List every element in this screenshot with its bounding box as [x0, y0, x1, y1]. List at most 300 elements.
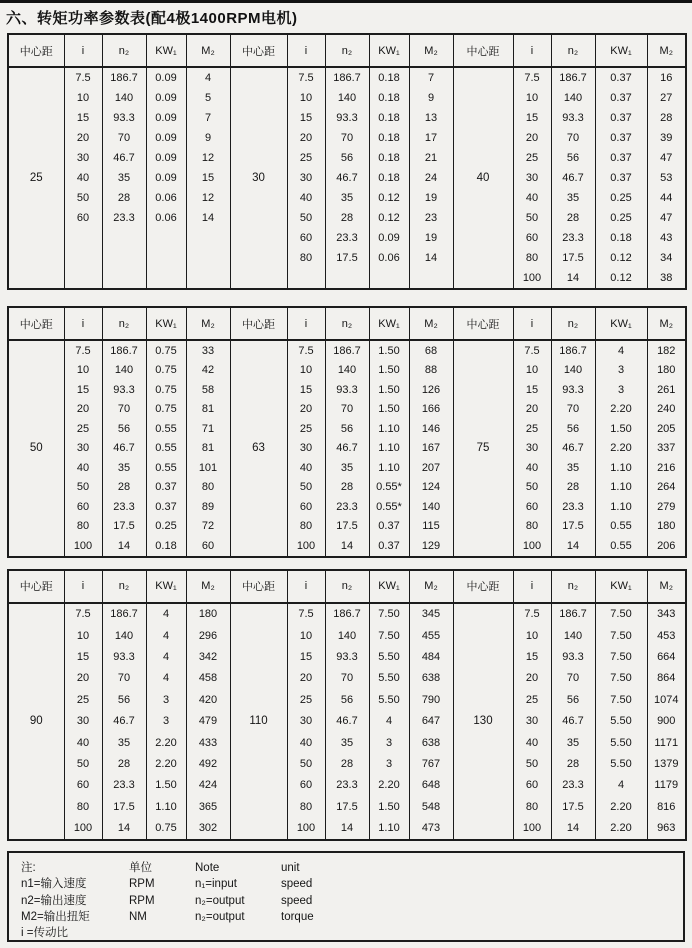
table-row: [8, 268, 686, 289]
value-cell: 40: [287, 732, 325, 753]
value-cell: 46.7: [325, 439, 369, 459]
value-cell: 35: [325, 188, 369, 208]
value-cell: 30: [64, 148, 102, 168]
value-cell: 343: [647, 603, 686, 625]
value-cell: 17.5: [551, 248, 595, 268]
value-cell: 186.7: [551, 340, 595, 361]
value-cell: 548: [409, 796, 453, 817]
value-cell: 124: [409, 478, 453, 498]
value-cell: 35: [102, 732, 146, 753]
center-distance-cell: 110: [230, 603, 287, 840]
value-cell: 7.5: [64, 340, 102, 361]
value-cell: 30: [64, 710, 102, 731]
note-cell: [129, 925, 195, 941]
note-cell: speed: [281, 878, 313, 891]
value-cell: 12: [186, 148, 230, 168]
top-rule: [0, 0, 692, 3]
column-header: n₂: [325, 570, 369, 603]
value-cell: 70: [102, 128, 146, 148]
value-cell: 7.50: [595, 668, 647, 689]
value-cell: 25: [513, 689, 551, 710]
value-cell: 0.18: [369, 108, 409, 128]
value-cell: 140: [551, 625, 595, 646]
value-cell: 0.37: [146, 478, 186, 498]
value-cell: 453: [647, 625, 686, 646]
value-cell: 10: [64, 88, 102, 108]
column-header: i: [64, 307, 102, 340]
value-cell: 1.50: [369, 400, 409, 420]
value-cell: 23.3: [551, 497, 595, 517]
value-cell: 15: [513, 646, 551, 667]
value-cell: 186.7: [325, 67, 369, 88]
value-cell: 279: [647, 497, 686, 517]
value-cell: 2.20: [146, 753, 186, 774]
value-cell: [186, 248, 230, 268]
value-cell: 7.5: [287, 67, 325, 88]
value-cell: [146, 268, 186, 289]
value-cell: 420: [186, 689, 230, 710]
table-row: [8, 361, 686, 381]
note-cell: speed: [281, 894, 313, 907]
param-table-medium: [7, 306, 687, 558]
value-cell: 484: [409, 646, 453, 667]
value-cell: 126: [409, 380, 453, 400]
value-cell: 60: [64, 208, 102, 228]
column-header: M₂: [647, 34, 686, 67]
value-cell: 46.7: [551, 710, 595, 731]
value-cell: 3: [595, 380, 647, 400]
column-header: KW₁: [369, 570, 409, 603]
value-cell: 140: [325, 88, 369, 108]
value-cell: 166: [409, 400, 453, 420]
table-row: [8, 625, 686, 646]
value-cell: 7.5: [513, 67, 551, 88]
value-cell: 424: [186, 775, 230, 796]
value-cell: 17.5: [325, 517, 369, 537]
column-header: i: [513, 307, 551, 340]
value-cell: 81: [186, 400, 230, 420]
value-cell: 50: [287, 753, 325, 774]
column-header: KW₁: [146, 307, 186, 340]
value-cell: 205: [647, 419, 686, 439]
value-cell: 14: [325, 817, 369, 839]
value-cell: 50: [513, 478, 551, 498]
value-cell: 0.06: [146, 208, 186, 228]
column-header: n₂: [551, 307, 595, 340]
value-cell: 207: [409, 458, 453, 478]
value-cell: 46.7: [325, 168, 369, 188]
value-cell: 10: [287, 361, 325, 381]
note-row: [21, 909, 683, 925]
value-cell: 58: [186, 380, 230, 400]
table-row: [8, 753, 686, 774]
value-cell: 15: [64, 646, 102, 667]
value-cell: 186.7: [325, 340, 369, 361]
value-cell: 40: [287, 458, 325, 478]
value-cell: 60: [513, 497, 551, 517]
value-cell: 28: [102, 478, 146, 498]
value-cell: 186.7: [102, 340, 146, 361]
value-cell: 28: [102, 753, 146, 774]
value-cell: 7.5: [287, 340, 325, 361]
value-cell: 20: [513, 400, 551, 420]
value-cell: 50: [287, 478, 325, 498]
value-cell: 1.10: [146, 796, 186, 817]
value-cell: 70: [325, 128, 369, 148]
value-cell: 70: [102, 400, 146, 420]
note-cell: n₁=input: [195, 878, 237, 891]
column-header: M₂: [186, 34, 230, 67]
table-row: [8, 668, 686, 689]
value-cell: 473: [409, 817, 453, 839]
value-cell: 864: [647, 668, 686, 689]
column-header: 中心距: [453, 307, 513, 340]
value-cell: 0.75: [146, 340, 186, 361]
value-cell: [102, 268, 146, 289]
value-cell: 44: [647, 188, 686, 208]
value-cell: 40: [513, 458, 551, 478]
table-row: [8, 603, 686, 625]
value-cell: 0.37: [595, 67, 647, 88]
center-distance-cell: 40: [453, 67, 513, 289]
value-cell: 30: [287, 439, 325, 459]
value-cell: 1171: [647, 732, 686, 753]
value-cell: 56: [102, 689, 146, 710]
value-cell: 14: [551, 536, 595, 557]
value-cell: 4: [146, 603, 186, 625]
value-cell: 72: [186, 517, 230, 537]
value-cell: 25: [287, 419, 325, 439]
value-cell: 638: [409, 668, 453, 689]
value-cell: 186.7: [551, 603, 595, 625]
value-cell: 93.3: [325, 108, 369, 128]
value-cell: 0.37: [369, 517, 409, 537]
value-cell: 24: [409, 168, 453, 188]
value-cell: 1179: [647, 775, 686, 796]
table-row: [8, 689, 686, 710]
value-cell: 0.37: [595, 108, 647, 128]
value-cell: 7.50: [595, 689, 647, 710]
value-cell: 60: [287, 497, 325, 517]
value-cell: 140: [102, 88, 146, 108]
value-cell: 186.7: [325, 603, 369, 625]
value-cell: 0.09: [146, 128, 186, 148]
value-cell: 0.55: [146, 458, 186, 478]
value-cell: 146: [409, 419, 453, 439]
note-row: [21, 860, 683, 876]
value-cell: 3: [595, 361, 647, 381]
value-cell: 80: [186, 478, 230, 498]
value-cell: 50: [64, 753, 102, 774]
column-header: KW₁: [146, 570, 186, 603]
value-cell: 0.37: [146, 497, 186, 517]
column-header: i: [287, 307, 325, 340]
value-cell: 180: [647, 361, 686, 381]
value-cell: 30: [287, 168, 325, 188]
center-distance-cell: 50: [8, 340, 64, 557]
value-cell: 0.18: [369, 67, 409, 88]
value-cell: 80: [513, 517, 551, 537]
note-row: [21, 893, 683, 909]
value-cell: 56: [551, 689, 595, 710]
value-cell: 206: [647, 536, 686, 557]
center-distance-cell: 63: [230, 340, 287, 557]
value-cell: 42: [186, 361, 230, 381]
value-cell: 70: [325, 668, 369, 689]
value-cell: 0.18: [369, 88, 409, 108]
value-cell: 100: [64, 536, 102, 557]
value-cell: 40: [287, 188, 325, 208]
value-cell: 1.50: [369, 796, 409, 817]
value-cell: 261: [647, 380, 686, 400]
value-cell: 638: [409, 732, 453, 753]
value-cell: 71: [186, 419, 230, 439]
value-cell: 14: [102, 817, 146, 839]
column-header: n₂: [551, 34, 595, 67]
value-cell: 28: [325, 753, 369, 774]
value-cell: [64, 268, 102, 289]
value-cell: 5.50: [595, 710, 647, 731]
value-cell: 46.7: [102, 148, 146, 168]
value-cell: 0.09: [146, 88, 186, 108]
value-cell: 56: [551, 419, 595, 439]
note-cell: n2=输出速度: [21, 894, 87, 907]
value-cell: 10: [64, 361, 102, 381]
column-header: KW₁: [595, 307, 647, 340]
value-cell: 80: [513, 796, 551, 817]
value-cell: 0.18: [369, 148, 409, 168]
value-cell: 790: [409, 689, 453, 710]
value-cell: 9: [186, 128, 230, 148]
value-cell: 46.7: [551, 168, 595, 188]
value-cell: 240: [647, 400, 686, 420]
value-cell: 216: [647, 458, 686, 478]
value-cell: 647: [409, 710, 453, 731]
table-row: [8, 380, 686, 400]
value-cell: 60: [64, 775, 102, 796]
value-cell: 25: [513, 419, 551, 439]
column-header: i: [513, 34, 551, 67]
value-cell: 186.7: [102, 603, 146, 625]
column-header: n₂: [551, 570, 595, 603]
column-header: KW₁: [595, 34, 647, 67]
value-cell: 100: [513, 536, 551, 557]
value-cell: 93.3: [102, 380, 146, 400]
value-cell: 345: [409, 603, 453, 625]
value-cell: 296: [186, 625, 230, 646]
value-cell: 1.50: [595, 419, 647, 439]
param-table-large: [7, 569, 687, 841]
value-cell: 0.37: [595, 88, 647, 108]
note-cell: [281, 925, 683, 941]
value-cell: 17.5: [551, 517, 595, 537]
value-cell: 17: [409, 128, 453, 148]
header-row: [8, 34, 686, 67]
note-cell: unit: [281, 861, 300, 874]
value-cell: 15: [287, 108, 325, 128]
value-cell: 7.5: [513, 603, 551, 625]
column-header: i: [513, 570, 551, 603]
value-cell: 19: [409, 228, 453, 248]
value-cell: 25: [64, 689, 102, 710]
column-header: KW₁: [146, 34, 186, 67]
value-cell: 140: [551, 361, 595, 381]
table-row: [8, 400, 686, 420]
value-cell: 337: [647, 439, 686, 459]
param-table-small: [7, 33, 687, 290]
value-cell: 46.7: [325, 710, 369, 731]
value-cell: [287, 268, 325, 289]
value-cell: 93.3: [325, 646, 369, 667]
table-row: [8, 710, 686, 731]
value-cell: 100: [513, 268, 551, 289]
value-cell: 35: [551, 458, 595, 478]
value-cell: 23.3: [102, 497, 146, 517]
table-row: [8, 340, 686, 361]
value-cell: 14: [325, 536, 369, 557]
value-cell: 816: [647, 796, 686, 817]
value-cell: 23: [409, 208, 453, 228]
value-cell: 43: [647, 228, 686, 248]
value-cell: [186, 268, 230, 289]
value-cell: 7: [186, 108, 230, 128]
value-cell: 7.5: [287, 603, 325, 625]
note-cell: [195, 925, 281, 941]
value-cell: 56: [551, 148, 595, 168]
value-cell: 60: [186, 536, 230, 557]
column-header: M₂: [186, 570, 230, 603]
value-cell: 16: [647, 67, 686, 88]
note-cell: n1=输入速度: [21, 878, 87, 891]
column-header: 中心距: [8, 34, 64, 67]
value-cell: 70: [551, 400, 595, 420]
value-cell: 10: [64, 625, 102, 646]
center-distance-cell: 130: [453, 603, 513, 840]
value-cell: 1.10: [595, 497, 647, 517]
value-cell: 140: [325, 625, 369, 646]
value-cell: 15: [64, 380, 102, 400]
value-cell: 100: [287, 536, 325, 557]
table-row: [8, 419, 686, 439]
value-cell: 664: [647, 646, 686, 667]
value-cell: 40: [64, 458, 102, 478]
notes-box: [7, 851, 685, 942]
value-cell: 4: [369, 710, 409, 731]
value-cell: 0.12: [595, 268, 647, 289]
column-header: 中心距: [8, 570, 64, 603]
value-cell: 7: [409, 67, 453, 88]
value-cell: 101: [186, 458, 230, 478]
value-cell: 140: [409, 497, 453, 517]
value-cell: 46.7: [102, 710, 146, 731]
value-cell: 35: [551, 188, 595, 208]
table-row: [8, 248, 686, 268]
value-cell: 5.50: [369, 646, 409, 667]
value-cell: 39: [647, 128, 686, 148]
note-cell: 单位: [129, 861, 152, 874]
value-cell: 50: [513, 753, 551, 774]
value-cell: 30: [287, 710, 325, 731]
column-header: M₂: [647, 307, 686, 340]
value-cell: 93.3: [551, 380, 595, 400]
value-cell: 0.37: [595, 148, 647, 168]
value-cell: 35: [551, 732, 595, 753]
value-cell: 40: [64, 168, 102, 188]
value-cell: 0.25: [146, 517, 186, 537]
value-cell: 1.10: [595, 458, 647, 478]
value-cell: 0.55: [146, 439, 186, 459]
value-cell: 28: [551, 753, 595, 774]
value-cell: 186.7: [102, 67, 146, 88]
table-row: [8, 148, 686, 168]
value-cell: 17.5: [551, 796, 595, 817]
value-cell: 3: [146, 689, 186, 710]
value-cell: 28: [647, 108, 686, 128]
value-cell: 80: [287, 517, 325, 537]
value-cell: 4: [595, 775, 647, 796]
value-cell: 28: [551, 478, 595, 498]
value-cell: 4: [146, 646, 186, 667]
value-cell: 14: [186, 208, 230, 228]
value-cell: 0.18: [146, 536, 186, 557]
value-cell: 17.5: [102, 517, 146, 537]
value-cell: 0.55: [146, 419, 186, 439]
value-cell: 17.5: [325, 796, 369, 817]
value-cell: [369, 268, 409, 289]
note-cell: n₂=output: [195, 911, 245, 924]
value-cell: 115: [409, 517, 453, 537]
value-cell: 0.06: [146, 188, 186, 208]
table-row: [8, 67, 686, 88]
value-cell: 7.50: [369, 625, 409, 646]
value-cell: 100: [287, 817, 325, 839]
value-cell: 93.3: [102, 646, 146, 667]
value-cell: 35: [102, 458, 146, 478]
value-cell: 35: [102, 168, 146, 188]
table-row: [8, 478, 686, 498]
header-row: [8, 570, 686, 603]
value-cell: 93.3: [551, 108, 595, 128]
value-cell: 50: [287, 208, 325, 228]
value-cell: 60: [287, 228, 325, 248]
column-header: 中心距: [230, 34, 287, 67]
value-cell: 46.7: [551, 439, 595, 459]
column-header: M₂: [409, 570, 453, 603]
value-cell: 900: [647, 710, 686, 731]
value-cell: 0.12: [595, 248, 647, 268]
value-cell: 7.50: [369, 603, 409, 625]
value-cell: 0.18: [595, 228, 647, 248]
center-distance-cell: 25: [8, 67, 64, 289]
value-cell: 81: [186, 439, 230, 459]
value-cell: 13: [409, 108, 453, 128]
value-cell: 5.50: [595, 753, 647, 774]
value-cell: 88: [409, 361, 453, 381]
table-row: [8, 732, 686, 753]
value-cell: 30: [513, 439, 551, 459]
column-header: M₂: [409, 34, 453, 67]
value-cell: [146, 228, 186, 248]
value-cell: [64, 248, 102, 268]
value-cell: 140: [551, 88, 595, 108]
value-cell: 458: [186, 668, 230, 689]
value-cell: 23.3: [551, 228, 595, 248]
value-cell: 20: [64, 400, 102, 420]
column-header: n₂: [325, 34, 369, 67]
value-cell: 100: [64, 817, 102, 839]
value-cell: 1.50: [369, 340, 409, 361]
value-cell: 7.5: [513, 340, 551, 361]
